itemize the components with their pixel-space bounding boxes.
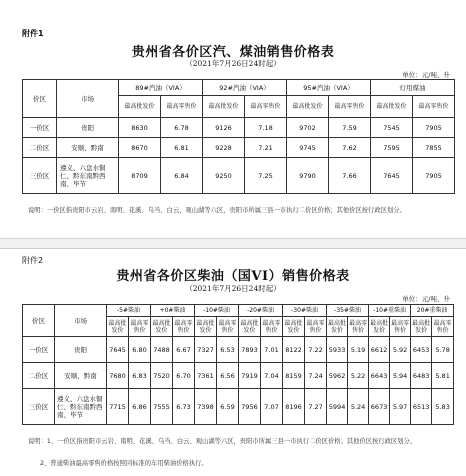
price-cell: 5.94 — [390, 363, 411, 389]
price-cell: 9745 — [287, 138, 329, 158]
price-cell: 7.22 — [305, 337, 327, 363]
price-cell: 7680 — [107, 363, 129, 389]
table-row — [23, 158, 455, 194]
price-cell: 7645 — [107, 337, 129, 363]
price-cell: 7595 — [371, 138, 413, 158]
header-retail: 最高零售价 — [161, 96, 203, 118]
price-cell: 5.97 — [390, 389, 411, 425]
price-cell: 6513 — [411, 389, 432, 425]
price-cell: 9702 — [287, 118, 329, 138]
price-cell: 7.62 — [329, 138, 371, 158]
price-cell: 5.92 — [390, 337, 411, 363]
header-wholesale: 最高批发价 — [411, 317, 432, 337]
market-cell: 安顺、黔南 — [57, 138, 119, 158]
price-cell: 7.66 — [329, 158, 371, 194]
zone-cell: 三价区 — [23, 389, 55, 425]
price-cell: 6612 — [369, 337, 390, 363]
document-subtitle: （2021年7月26日24时起） — [185, 59, 281, 68]
attachment-label: 附件1 — [22, 29, 44, 38]
header-retail: 最高零售价 — [129, 317, 151, 337]
price-cell: 6.80 — [129, 337, 151, 363]
price-cell: 8159 — [283, 363, 305, 389]
price-cell: 5933 — [327, 337, 348, 363]
table-row — [23, 337, 454, 363]
price-cell: 8709 — [119, 158, 161, 194]
document-note: 说明：一价区指贵阳市云岩、南明、花溪、乌当、白云、观山湖等六区，贵阳市所属三县一市执行二价区价格；其他价区按行政区划分。 — [28, 207, 406, 214]
zone-cell: 二价区 — [23, 363, 55, 389]
header-wholesale: 最高批发价 — [327, 317, 348, 337]
price-cell: 6.78 — [161, 118, 203, 138]
header-wholesale: 最高批发价 — [195, 317, 217, 337]
table-row — [23, 363, 454, 389]
header-retail: 最高零售价 — [432, 317, 454, 337]
header-fuel: 20#重柴油 — [411, 305, 454, 317]
header-wholesale: 最高批发价 — [203, 96, 245, 118]
header-fuel: -35#柴油 — [327, 305, 369, 317]
header-fuel: -10#柴油 — [195, 305, 239, 317]
header-fuel: -30#柴油 — [283, 305, 327, 317]
price-cell: 6.81 — [161, 138, 203, 158]
header-market: 市场 — [55, 305, 107, 337]
header-92-gasoline: 92#汽油（VIA） — [203, 80, 287, 96]
price-cell: 8670 — [119, 138, 161, 158]
price-cell: 6453 — [411, 337, 432, 363]
price-cell: 5994 — [327, 389, 348, 425]
price-cell: 6.84 — [161, 158, 203, 194]
price-cell: 6.86 — [129, 389, 151, 425]
price-cell: 9228 — [203, 138, 245, 158]
document-note: 2、普通柴油最高零售价格按照同标准的车用柴油价格执行。 — [40, 460, 208, 467]
header-wholesale: 最高批发价 — [239, 317, 261, 337]
price-cell: 5962 — [327, 363, 348, 389]
header-wholesale: 最高批发价 — [151, 317, 173, 337]
price-cell: 7893 — [239, 337, 261, 363]
price-cell: 7361 — [195, 363, 217, 389]
header-retail: 最高零售价 — [390, 317, 411, 337]
gasoline-price-table — [22, 79, 455, 194]
header-89-gasoline: 89#汽油（VIA） — [119, 80, 203, 96]
header-retail: 最高零售价 — [305, 317, 327, 337]
table-row — [23, 118, 455, 138]
price-cell: 8122 — [283, 337, 305, 363]
price-cell: 9250 — [203, 158, 245, 194]
price-cell: 6.53 — [217, 337, 239, 363]
unit-label: 单位：元/吨、升 — [402, 71, 450, 79]
price-cell: 5.83 — [432, 389, 454, 425]
price-cell: 5.81 — [432, 363, 454, 389]
header-retail: 最高零售价 — [261, 317, 283, 337]
market-cell: 遵义、六盘水铜仁、黔东南黔西南、毕节 — [57, 158, 119, 194]
price-cell: 6.83 — [129, 363, 151, 389]
price-cell: 7545 — [371, 118, 413, 138]
price-cell: 5.24 — [348, 389, 369, 425]
header-fuel: +0#柴油 — [151, 305, 195, 317]
price-cell: 9790 — [287, 158, 329, 194]
price-cell: 7645 — [371, 158, 413, 194]
unit-label: 单位：元/吨、升 — [402, 295, 450, 303]
document-title: 贵州省各价区汽、煤油销售价格表 — [131, 45, 335, 60]
price-cell: 7956 — [239, 389, 261, 425]
header-fuel: -10#重柴油 — [369, 305, 411, 317]
price-cell: 5.78 — [432, 337, 454, 363]
zone-cell: 二价区 — [23, 138, 57, 158]
zone-cell: 一价区 — [23, 118, 57, 138]
table-row — [23, 389, 454, 425]
market-cell: 贵阳 — [55, 337, 107, 363]
price-cell: 7.27 — [305, 389, 327, 425]
market-cell: 遵义、六盘水铜仁、黔东南黔西南、毕节 — [55, 389, 107, 425]
price-cell: 7.18 — [245, 118, 287, 138]
price-cell: 7.07 — [261, 389, 283, 425]
header-wholesale: 最高批发价 — [107, 317, 129, 337]
header-95-gasoline: 95#汽油（VIA） — [287, 80, 371, 96]
header-retail: 最高零售价 — [173, 317, 195, 337]
price-cell: 6.67 — [173, 337, 195, 363]
header-market: 市场 — [57, 80, 119, 118]
price-cell: 7327 — [195, 337, 217, 363]
header-fuel: -20#柴油 — [239, 305, 283, 317]
price-cell: 7715 — [107, 389, 129, 425]
price-cell: 7919 — [239, 363, 261, 389]
price-cell: 6483 — [411, 363, 432, 389]
zone-cell: 一价区 — [23, 337, 55, 363]
price-cell: 7398 — [195, 389, 217, 425]
header-wholesale: 最高批发价 — [369, 317, 390, 337]
price-cell: 6.59 — [217, 389, 239, 425]
price-cell: 7905 — [413, 158, 455, 194]
market-cell: 安顺、黔南 — [55, 363, 107, 389]
header-retail: 最高零售价 — [245, 96, 287, 118]
attachment-label: 附件2 — [22, 256, 44, 265]
price-cell: 5.19 — [348, 337, 369, 363]
document-note: 说明：1、一价区指贵阳市云岩、南明、花溪、乌当、白云、观山湖等六区，贵阳市所属三县一市执行二价区价格；其他价区按行政区划分。 — [28, 438, 417, 445]
header-kerosene: 灯用煤油 — [371, 80, 455, 96]
price-cell: 6673 — [369, 389, 390, 425]
price-cell: 7.24 — [305, 363, 327, 389]
price-cell: 6.56 — [217, 363, 239, 389]
price-cell: 7905 — [413, 118, 455, 138]
header-retail: 最高零售价 — [413, 96, 455, 118]
price-cell: 6.73 — [173, 389, 195, 425]
zone-cell: 三价区 — [23, 158, 57, 194]
price-cell: 7.01 — [261, 337, 283, 363]
header-wholesale: 最高批发价 — [371, 96, 413, 118]
header-wholesale: 最高批发价 — [283, 317, 305, 337]
header-retail: 最高零售价 — [329, 96, 371, 118]
price-cell: 7.21 — [245, 138, 287, 158]
header-wholesale: 最高批发价 — [119, 96, 161, 118]
price-cell: 7.04 — [261, 363, 283, 389]
document-title: 贵州省各价区柴油（国VI）销售价格表 — [116, 269, 350, 284]
price-cell: 8196 — [283, 389, 305, 425]
diesel-price-table — [22, 304, 454, 425]
page-separator — [0, 238, 466, 249]
document-subtitle: （2021年7月26日24时起） — [185, 284, 281, 293]
header-wholesale: 最高批发价 — [287, 96, 329, 118]
price-cell: 7.25 — [245, 158, 287, 194]
header-retail: 最高零售价 — [348, 317, 369, 337]
price-cell: 6643 — [369, 363, 390, 389]
price-cell: 6.70 — [173, 363, 195, 389]
market-cell: 贵阳 — [57, 118, 119, 138]
header-retail: 最高零售价 — [217, 317, 239, 337]
price-cell: 7488 — [151, 337, 173, 363]
price-cell: 8630 — [119, 118, 161, 138]
price-cell: 7.59 — [329, 118, 371, 138]
price-cell: 9126 — [203, 118, 245, 138]
header-fuel: -5#柴油 — [107, 305, 151, 317]
price-cell: 7555 — [151, 389, 173, 425]
price-cell: 7855 — [413, 138, 455, 158]
table-row — [23, 138, 455, 158]
price-cell: 5.22 — [348, 363, 369, 389]
header-zone: 价区 — [23, 305, 55, 337]
diesel-price-document — [0, 249, 466, 476]
header-zone: 价区 — [23, 80, 57, 118]
price-cell: 7520 — [151, 363, 173, 389]
